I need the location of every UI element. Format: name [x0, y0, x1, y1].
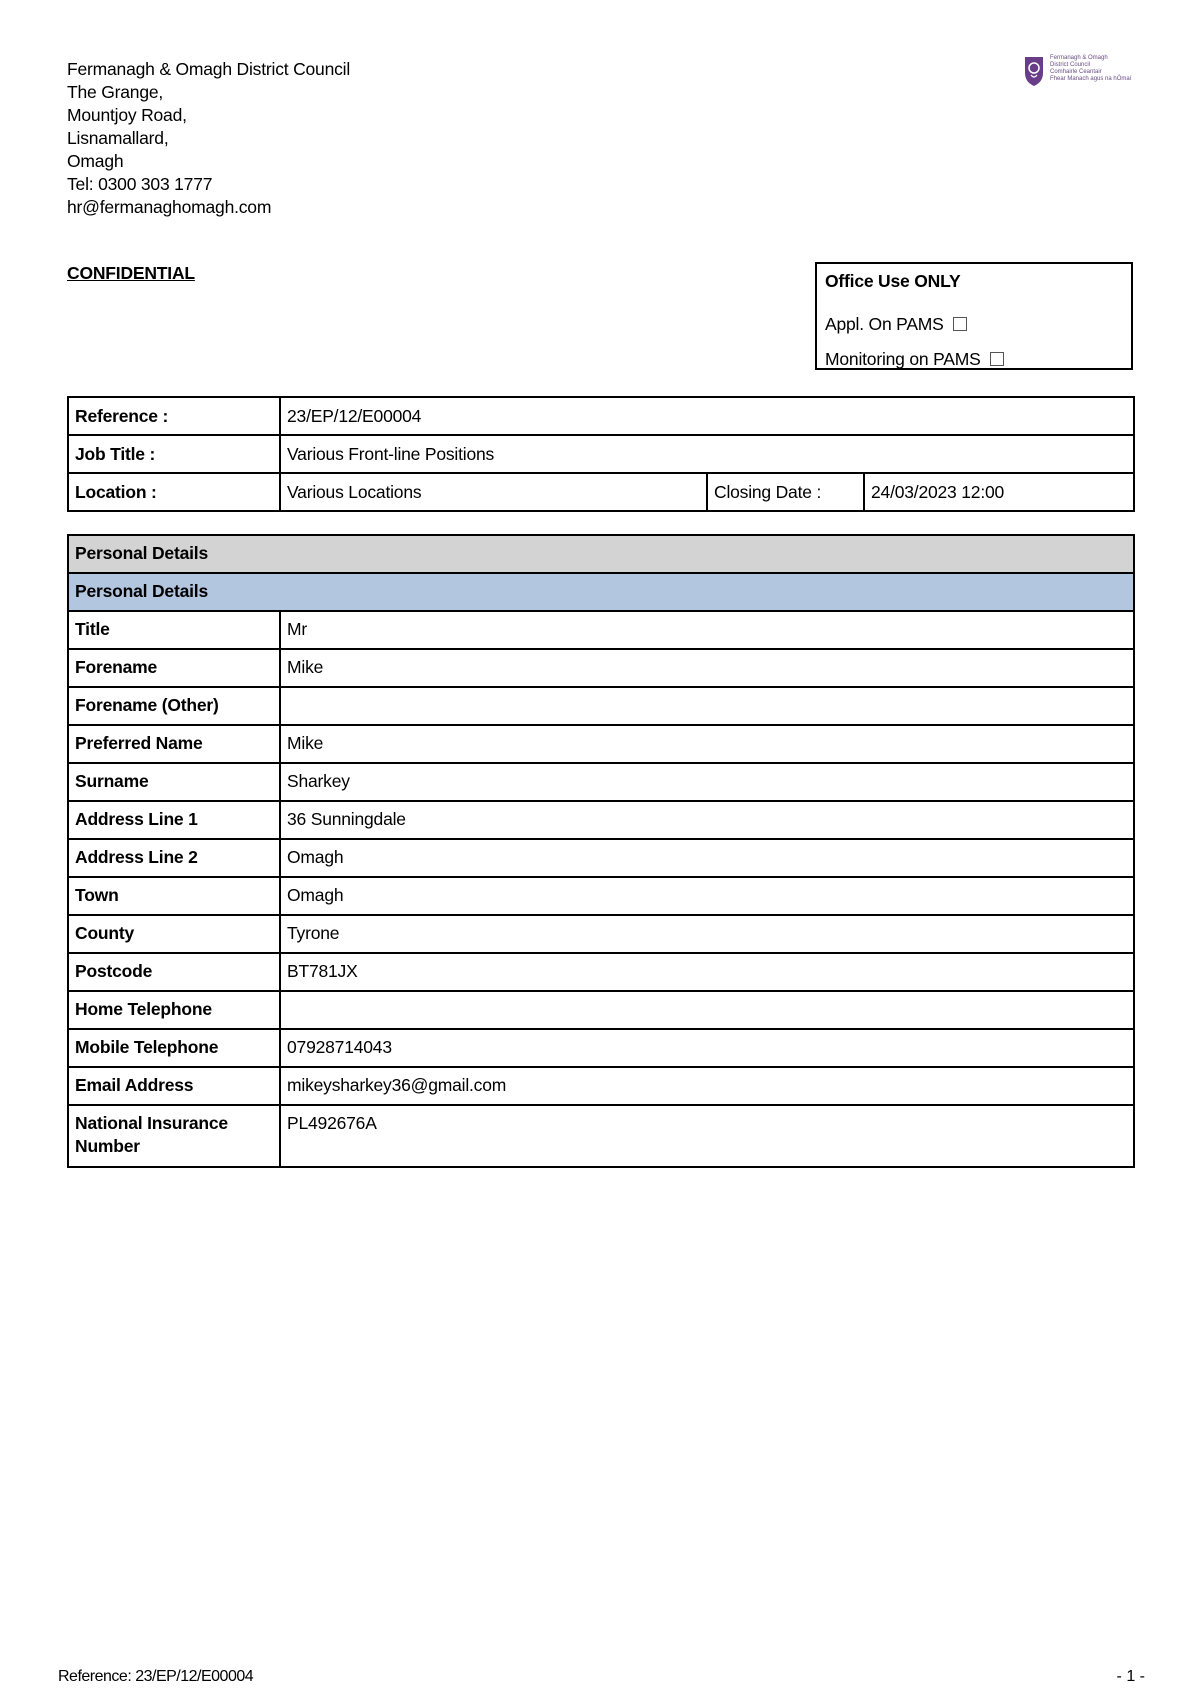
field-label: Mobile Telephone	[68, 1029, 280, 1067]
table-row	[68, 801, 1134, 839]
reference-table	[67, 396, 1135, 512]
personal-details-table	[67, 534, 1135, 1168]
field-value: Mr	[280, 611, 1134, 649]
logo-line: Fermanagh & Omagh	[1050, 55, 1108, 61]
office-use-label: Appl. On PAMS	[825, 313, 944, 334]
field-label: Email Address	[68, 1067, 280, 1105]
job-title-value: Various Front-line Positions	[280, 435, 1134, 473]
field-value	[280, 687, 1134, 725]
council-address	[67, 58, 350, 219]
field-label: Postcode	[68, 953, 280, 991]
field-value: Omagh	[280, 839, 1134, 877]
office-use-item	[825, 341, 1131, 376]
office-use-heading: Office Use ONLY	[825, 271, 961, 291]
table-row	[68, 1067, 1134, 1105]
address-line: Omagh	[67, 151, 124, 171]
field-label: Preferred Name	[68, 725, 280, 763]
location-value: Various Locations	[280, 473, 707, 511]
table-row	[68, 877, 1134, 915]
field-value: BT781JX	[280, 953, 1134, 991]
address-line: Tel: 0300 303 1777	[67, 174, 213, 194]
address-line: The Grange,	[67, 82, 164, 102]
footer-reference: Reference: 23/EP/12/E00004	[58, 1668, 254, 1685]
address-line: hr@fermanaghomagh.com	[67, 197, 272, 217]
closing-date-value: 24/03/2023 12:00	[864, 473, 1134, 511]
address-line: Fermanagh & Omagh District Council	[67, 59, 351, 79]
job-title-label: Job Title :	[68, 435, 280, 473]
field-label: Town	[68, 877, 280, 915]
field-label: County	[68, 915, 280, 953]
page-number: - 1 -	[1116, 1668, 1145, 1685]
field-value: Sharkey	[280, 763, 1134, 801]
field-label: Title	[68, 611, 280, 649]
subsection-title: Personal Details	[68, 573, 1134, 611]
table-row	[68, 687, 1134, 725]
field-value: Mike	[280, 725, 1134, 763]
location-label: Location :	[68, 473, 280, 511]
table-row	[68, 725, 1134, 763]
field-value: Omagh	[280, 877, 1134, 915]
table-row	[68, 435, 1134, 473]
table-row	[68, 915, 1134, 953]
appl-on-pams-checkbox[interactable]	[953, 317, 967, 331]
table-row	[68, 473, 1134, 511]
section-header-row	[68, 535, 1134, 573]
council-logo	[1023, 55, 1138, 91]
logo-line: Comhairle Ceantair	[1050, 69, 1102, 75]
logo-text	[1050, 55, 1131, 83]
reference-value: 23/EP/12/E00004	[280, 397, 1134, 435]
field-label: Forename (Other)	[68, 687, 280, 725]
field-label: Home Telephone	[68, 991, 280, 1029]
office-use-item	[825, 306, 1131, 341]
address-line: Mountjoy Road,	[67, 105, 187, 125]
table-row	[68, 397, 1134, 435]
field-label: Address Line 2	[68, 839, 280, 877]
table-row	[68, 839, 1134, 877]
field-label: Address Line 1	[68, 801, 280, 839]
closing-date-label: Closing Date :	[707, 473, 864, 511]
field-value: mikeysharkey36@gmail.com	[280, 1067, 1134, 1105]
address-line: Lisnamallard,	[67, 128, 169, 148]
field-value: 36 Sunningdale	[280, 801, 1134, 839]
table-row	[68, 1029, 1134, 1067]
field-value: 07928714043	[280, 1029, 1134, 1067]
field-value: Tyrone	[280, 915, 1134, 953]
logo-line: Fhear Manach agus na hÓmaí	[1050, 76, 1132, 82]
table-row	[68, 763, 1134, 801]
field-label: Surname	[68, 763, 280, 801]
monitoring-on-pams-checkbox[interactable]	[990, 352, 1004, 366]
field-value: PL492676A	[280, 1105, 1134, 1167]
table-row	[68, 991, 1134, 1029]
field-label: National Insurance Number	[68, 1105, 280, 1167]
office-use-box	[815, 262, 1133, 370]
field-label: Forename	[68, 649, 280, 687]
table-row	[68, 611, 1134, 649]
logo-line: District Council	[1050, 62, 1091, 68]
table-row	[68, 953, 1134, 991]
table-row	[68, 649, 1134, 687]
table-row	[68, 1105, 1134, 1167]
field-value: Mike	[280, 649, 1134, 687]
section-title: Personal Details	[68, 535, 1134, 573]
reference-label: Reference :	[68, 397, 280, 435]
subsection-header-row	[68, 573, 1134, 611]
field-value	[280, 991, 1134, 1029]
confidential-heading: CONFIDENTIAL	[67, 263, 195, 283]
office-use-label: Monitoring on PAMS	[825, 348, 981, 369]
crest-icon	[1023, 55, 1045, 87]
